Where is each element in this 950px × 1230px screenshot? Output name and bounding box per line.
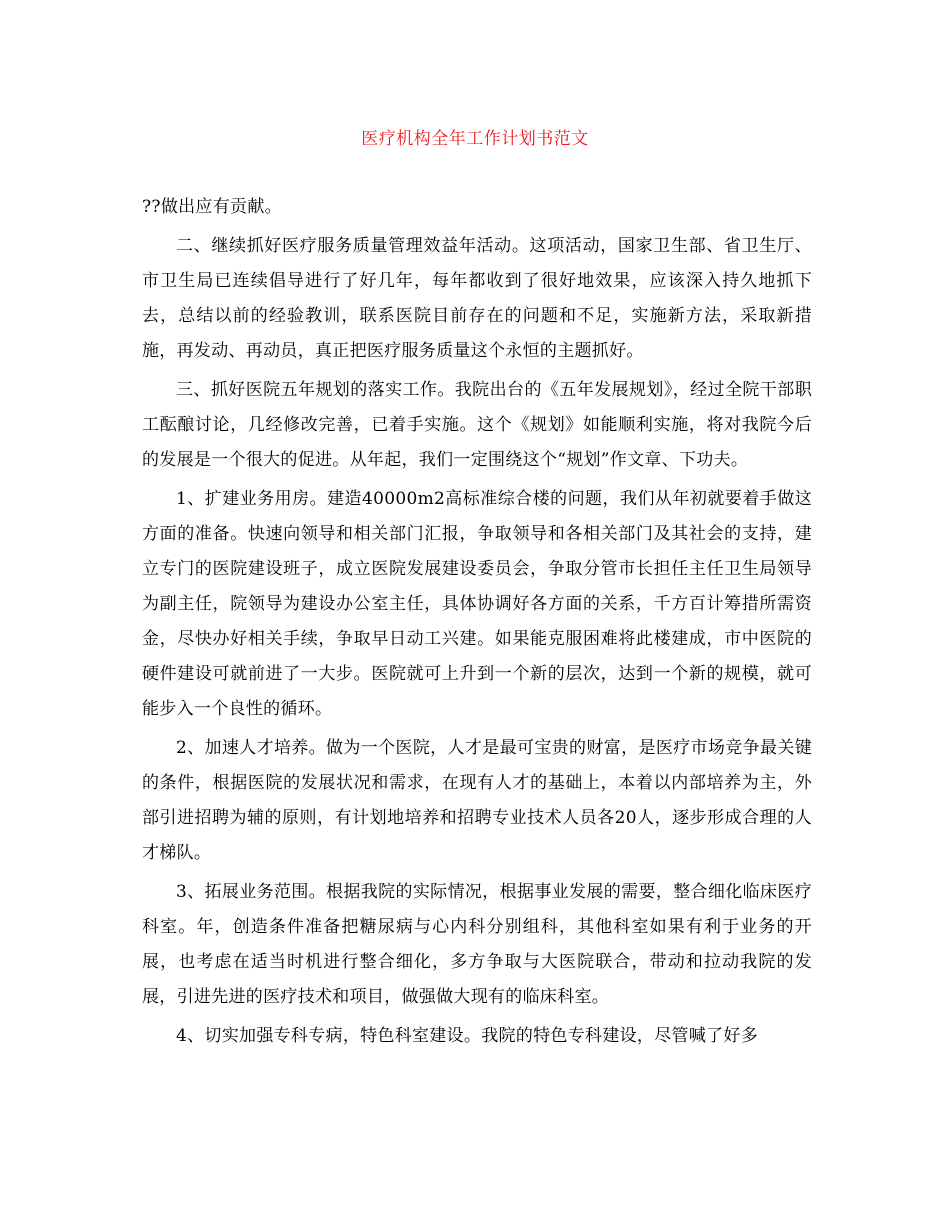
document-body [142, 190, 812, 1058]
paragraph: 3、拓展业务范围。根据我院的实际情况，根据事业发展的需要，整合细化临床医疗科室。年，创造条件准备把糖尿病与心内科分别组科，其他科室如果有利于业务的开展，也考虑在适当时机进行整合细化，多方争取与大医院联合，带动和拉动我院的发展，引进先进的医疗技术和项目，做强做大现有的临床科室。 [142, 882, 812, 1007]
paragraph: ??做出应有贡献。 [142, 197, 282, 217]
paragraph: 二、继续抓好医疗服务质量管理效益年活动。这项活动，国家卫生部、省卫生厅、市卫生局已连续倡导进行了好几年，每年都收到了很好地效果，应该深入持久地抓下去，总结以前的经验教训，联系医院目前存在的问题和不足，实施新方法，采取新措施，再发动、再动员，真正把医疗服务质量这个永恒的主题抓好。 [142, 236, 812, 361]
page-title: 医疗机构全年工作计划书范文 [361, 129, 589, 149]
paragraph: 4、切实加强专科专病，特色科室建设。我院的特色专科建设，尽管喊了好多 [176, 1026, 759, 1046]
paragraph: 三、抓好医院五年规划的落实工作。我院出台的《五年发展规划》，经过全院干部职工酝酿讨论，几经修改完善，已着手实施。这个《规划》如能顺利实施，将对我院今后的发展是一个很大的促进。从年起，我们一定围绕这个“规划”作文章、下功夫。 [142, 380, 812, 470]
paragraph: 2、加速人才培养。做为一个医院，人才是最可宝贵的财富，是医疗市场竞争最关键的条件，根据医院的发展状况和需求，在现有人才的基础上，本着以内部培养为主，外部引进招聘为辅的原则，有计划地培养和招聘专业技术人员各20人，逐步形成合理的人才梯队。 [142, 738, 812, 863]
paragraph: 1、扩建业务用房。建造40000m2高标准综合楼的问题，我们从年初就要着手做这方面的准备。快速向领导和相关部门汇报，争取领导和各相关部门及其社会的支持，建立专门的医院建设班子，成立医院发展建设委员会，争取分管市长担任主任卫生局领导为副主任，院领导为建设办公室主任，具体协调好各方面的关系，千方百计筹措所需资金，尽快办好相关手续，争取早日动工兴建。如果能克服困难将此楼建成，市中医院的硬件建设可就前进了一大步。医院就可上升到一个新的层次，达到一个新的规模，就可能步入一个良性的循环。 [142, 489, 812, 719]
